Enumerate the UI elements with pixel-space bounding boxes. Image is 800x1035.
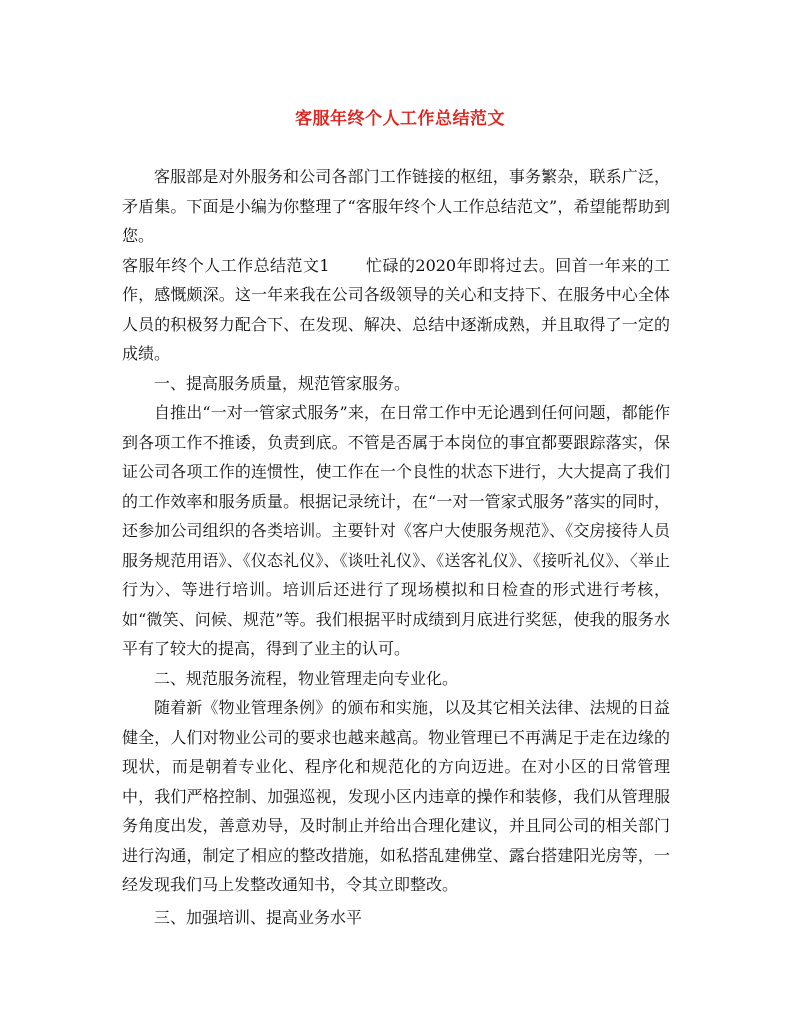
document-body — [122, 162, 670, 932]
section-1-heading: 一、提高服务质量，规范管家服务。 — [154, 373, 411, 393]
essay-label: 客服年终个人工作总结范文1 — [122, 255, 330, 275]
section-2-body: 随着新《物业管理条例》的颁布和实施，以及其它相关法律、法规的日益健全，人们对物业公司的要求也越来越高。物业管理已不再满足于走在边缘的现状，而是朝着专业化、程序化和规范化的方向迈进。在对小区的日常管理中，我们严格控制、加强巡视，发现小区内违章的操作和装修，我们从管理服务角度出发，善意劝导，及时制止并给出合理化建议，并且同公司的相关部门进行沟通，制定了相应的整改措施，如私搭乱建佛堂、露台搭建阳光房等，一经发现我们马上发整改通知书，令其立即整改。 — [122, 698, 670, 894]
intro-paragraph: 客服部是对外服务和公司各部门工作链接的枢纽，事务繁杂，联系广泛，矛盾集。下面是小编为你整理了“客服年终个人工作总结范文”，希望能帮助到您。 — [122, 167, 670, 245]
essay-opening-paragraph — [122, 251, 670, 369]
section-3-heading: 三、加强培训、提高业务水平 — [154, 907, 363, 927]
section-1-body: 自推出“一对一管家式服务”来，在日常工作中无论遇到任何问题，都能作到各项工作不推诿，负责到底。不管是否属于本岗位的事宜都要跟踪落实，保证公司各项工作的连惯性，使工作在一个良性的状态下进行，大大提高了我们的工作效率和服务质量。根据记录统计，在“一对一管家式服务”落实的同时，还参加公司组织的各类培训。主要针对《客户大使服务规范》、《交房接待人员服务规范用语》、《仪态礼仪》、《谈吐礼仪》、《送客礼仪》、《接听礼仪》、〈举止行为〉、等进行培训。培训后还进行了现场模拟和日检查的形式进行考核，如“微笑、问候、规范”等。我们根据平时成绩到月底进行奖惩，使我的服务水平有了较大的提高，得到了业主的认可。 — [122, 403, 670, 658]
essay-opening-text: 忙碌的2020年即将过去。回首一年来的工作，感慨颇深。这一年来我在公司各级领导的关心和支持下、在服务中心全体人员的积极努力配合下、在发现、解决、总结中逐渐成熟，并且取得了一定的成绩。 — [122, 255, 670, 363]
document-title: 客服年终个人工作总结范文 — [295, 109, 505, 129]
section-2-heading: 二、规范服务流程，物业管理走向专业化。 — [154, 668, 459, 688]
